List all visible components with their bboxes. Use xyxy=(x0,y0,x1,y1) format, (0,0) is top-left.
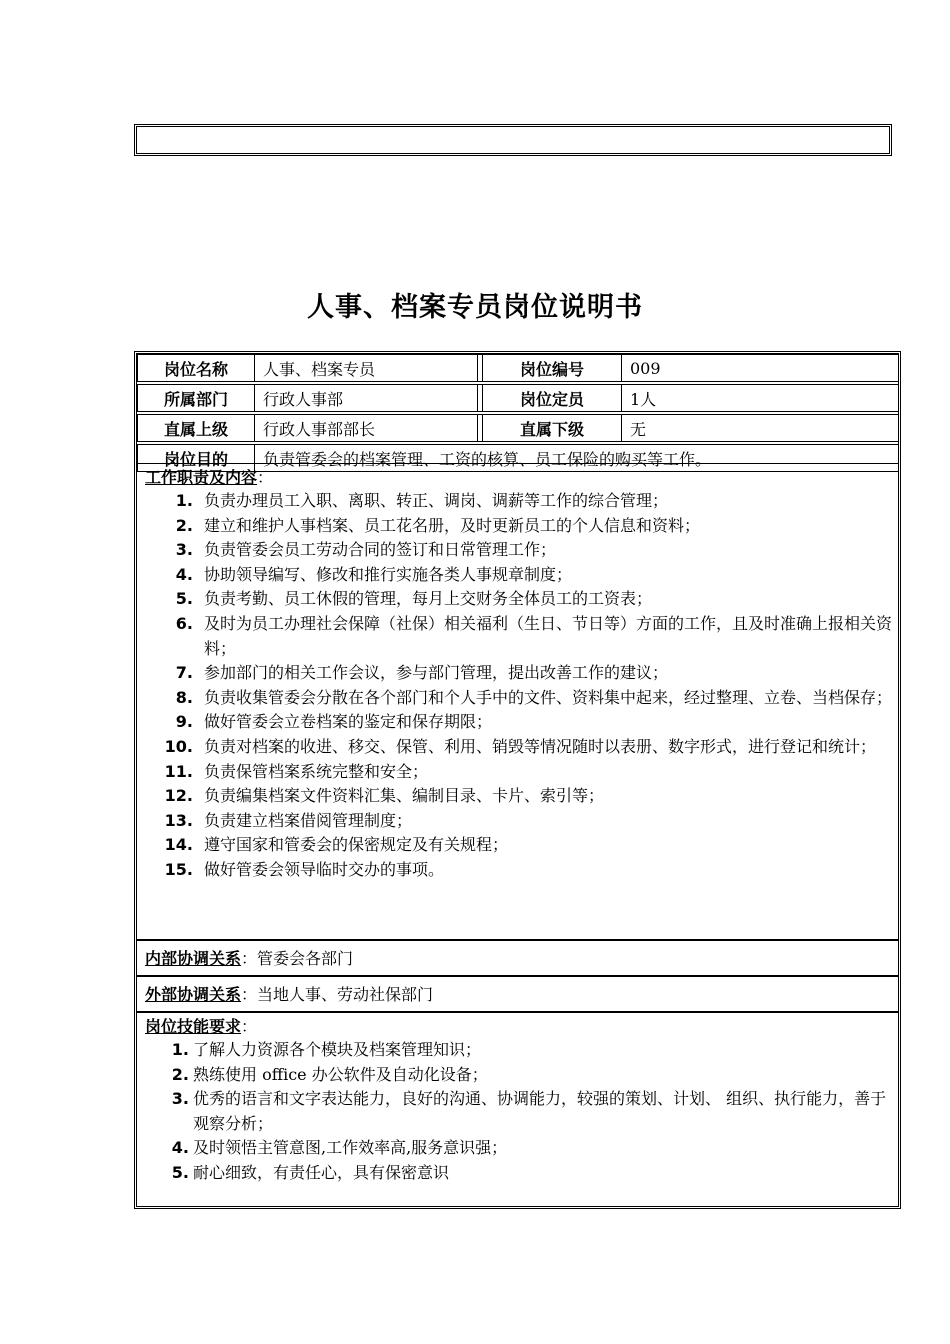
heading-colon: ： xyxy=(241,985,258,1004)
list-item: 13. 负责建立档案借阅管理制度； xyxy=(164,810,413,830)
heading-colon: ： xyxy=(241,1017,258,1036)
skills-section xyxy=(137,1011,898,1205)
label-supervisor: 直属上级 xyxy=(138,415,255,442)
heading-colon: ： xyxy=(241,949,258,968)
list-item: 4. 协助领导编写、修改和推行实施各类人事规章制度； xyxy=(175,564,573,584)
value-department: 行政人事部 xyxy=(255,385,478,412)
list-item: 2. 建立和维护人事档案、员工花名册，及时更新员工的个人信息和资料； xyxy=(175,515,701,535)
label-purpose: 岗位目的 xyxy=(138,445,255,472)
external-coordination-section xyxy=(137,975,898,1011)
responsibilities-list xyxy=(137,489,898,883)
info-row xyxy=(138,355,899,382)
skills-list xyxy=(137,1038,898,1186)
page-title: 人事、档案专员岗位说明书 xyxy=(307,292,643,323)
value-headcount: 1人 xyxy=(622,385,899,412)
value-position-name: 人事、档案专员 xyxy=(255,355,478,382)
info-row xyxy=(138,415,899,442)
value-supervisor: 行政人事部部长 xyxy=(255,415,478,442)
skills-heading: 岗位技能要求 xyxy=(145,1017,242,1036)
internal-coordination-heading: 内部协调关系 xyxy=(145,949,242,968)
list-item: 1. 了解人力资源各个模块及档案管理知识； xyxy=(171,1040,482,1059)
list-item: 4. 及时领悟主管意图,工作效率高,服务意识强； xyxy=(171,1138,508,1158)
responsibilities-section xyxy=(137,463,898,939)
value-subordinate: 无 xyxy=(622,415,899,442)
external-coordination-value: 当地人事、劳动社保部门 xyxy=(257,985,434,1004)
list-item: 9. 做好管委会立卷档案的鉴定和保存期限； xyxy=(175,712,493,732)
value-purpose: 负责管委会的档案管理、工资的核算、员工保险的购买等工作。 xyxy=(255,445,899,472)
list-item: 5. 负责考勤、员工休假的管理，每月上交财务全体员工的工资表； xyxy=(175,589,653,609)
responsibilities-heading: 工作职责及内容 xyxy=(145,468,258,487)
list-item: 3. 负责管委会员工劳动合同的签订和日常管理工作； xyxy=(175,540,557,560)
heading-colon: ： xyxy=(257,468,274,487)
list-item: 14. 遵守国家和管委会的保密规定及有关规程； xyxy=(164,835,509,855)
label-headcount: 岗位定员 xyxy=(483,385,622,412)
label-subordinate: 直属下级 xyxy=(483,415,622,442)
list-item: 3. 优秀的语言和文字表达能力，良好的沟通、协调能力，较强的策划、计划、 组织、执行能力，善于观察分析； xyxy=(171,1089,887,1133)
internal-coordination-value: 管委会各部门 xyxy=(257,949,354,968)
label-position-code: 岗位编号 xyxy=(483,355,622,382)
list-item: 1. 负责办理员工入职、离职、转正、调岗、调薪等工作的综合管理； xyxy=(175,491,669,510)
list-item: 7. 参加部门的相关工作会议，参与部门管理，提出改善工作的建议； xyxy=(175,663,669,683)
list-item: 11. 负责保管档案系统完整和安全； xyxy=(164,761,429,781)
list-item: 10. 负责对档案的收进、移交、保管、利用、销毁等情况随时以表册、数字形式，进行登记和统计； xyxy=(164,736,877,756)
info-table xyxy=(137,354,899,472)
list-item: 2. 熟练使用 office 办公软件及自动化设备； xyxy=(171,1064,488,1084)
list-item: 12. 负责编集档案文件资料汇集、编制目录、卡片、索引等； xyxy=(164,786,605,806)
list-item: 6. 及时为员工办理社会保障（社保）相关福利（生日、节日等）方面的工作，且及时准确上报相关资料； xyxy=(175,613,893,658)
value-position-code: 009 xyxy=(622,355,899,382)
list-item: 8. 负责收集管委会分散在各个部门和个人手中的文件、资料集中起来，经过整理、立卷、当档保存； xyxy=(175,687,893,707)
external-coordination-heading: 外部协调关系 xyxy=(145,985,242,1004)
label-position-name: 岗位名称 xyxy=(138,355,255,382)
header-box xyxy=(134,124,892,156)
list-item: 15. 做好管委会领导临时交办的事项。 xyxy=(164,859,445,879)
internal-coordination-section xyxy=(137,939,898,975)
info-row xyxy=(138,385,899,412)
label-department: 所属部门 xyxy=(138,385,255,412)
list-item: 5. 耐心细致，有责任心，具有保密意识 xyxy=(171,1162,450,1182)
